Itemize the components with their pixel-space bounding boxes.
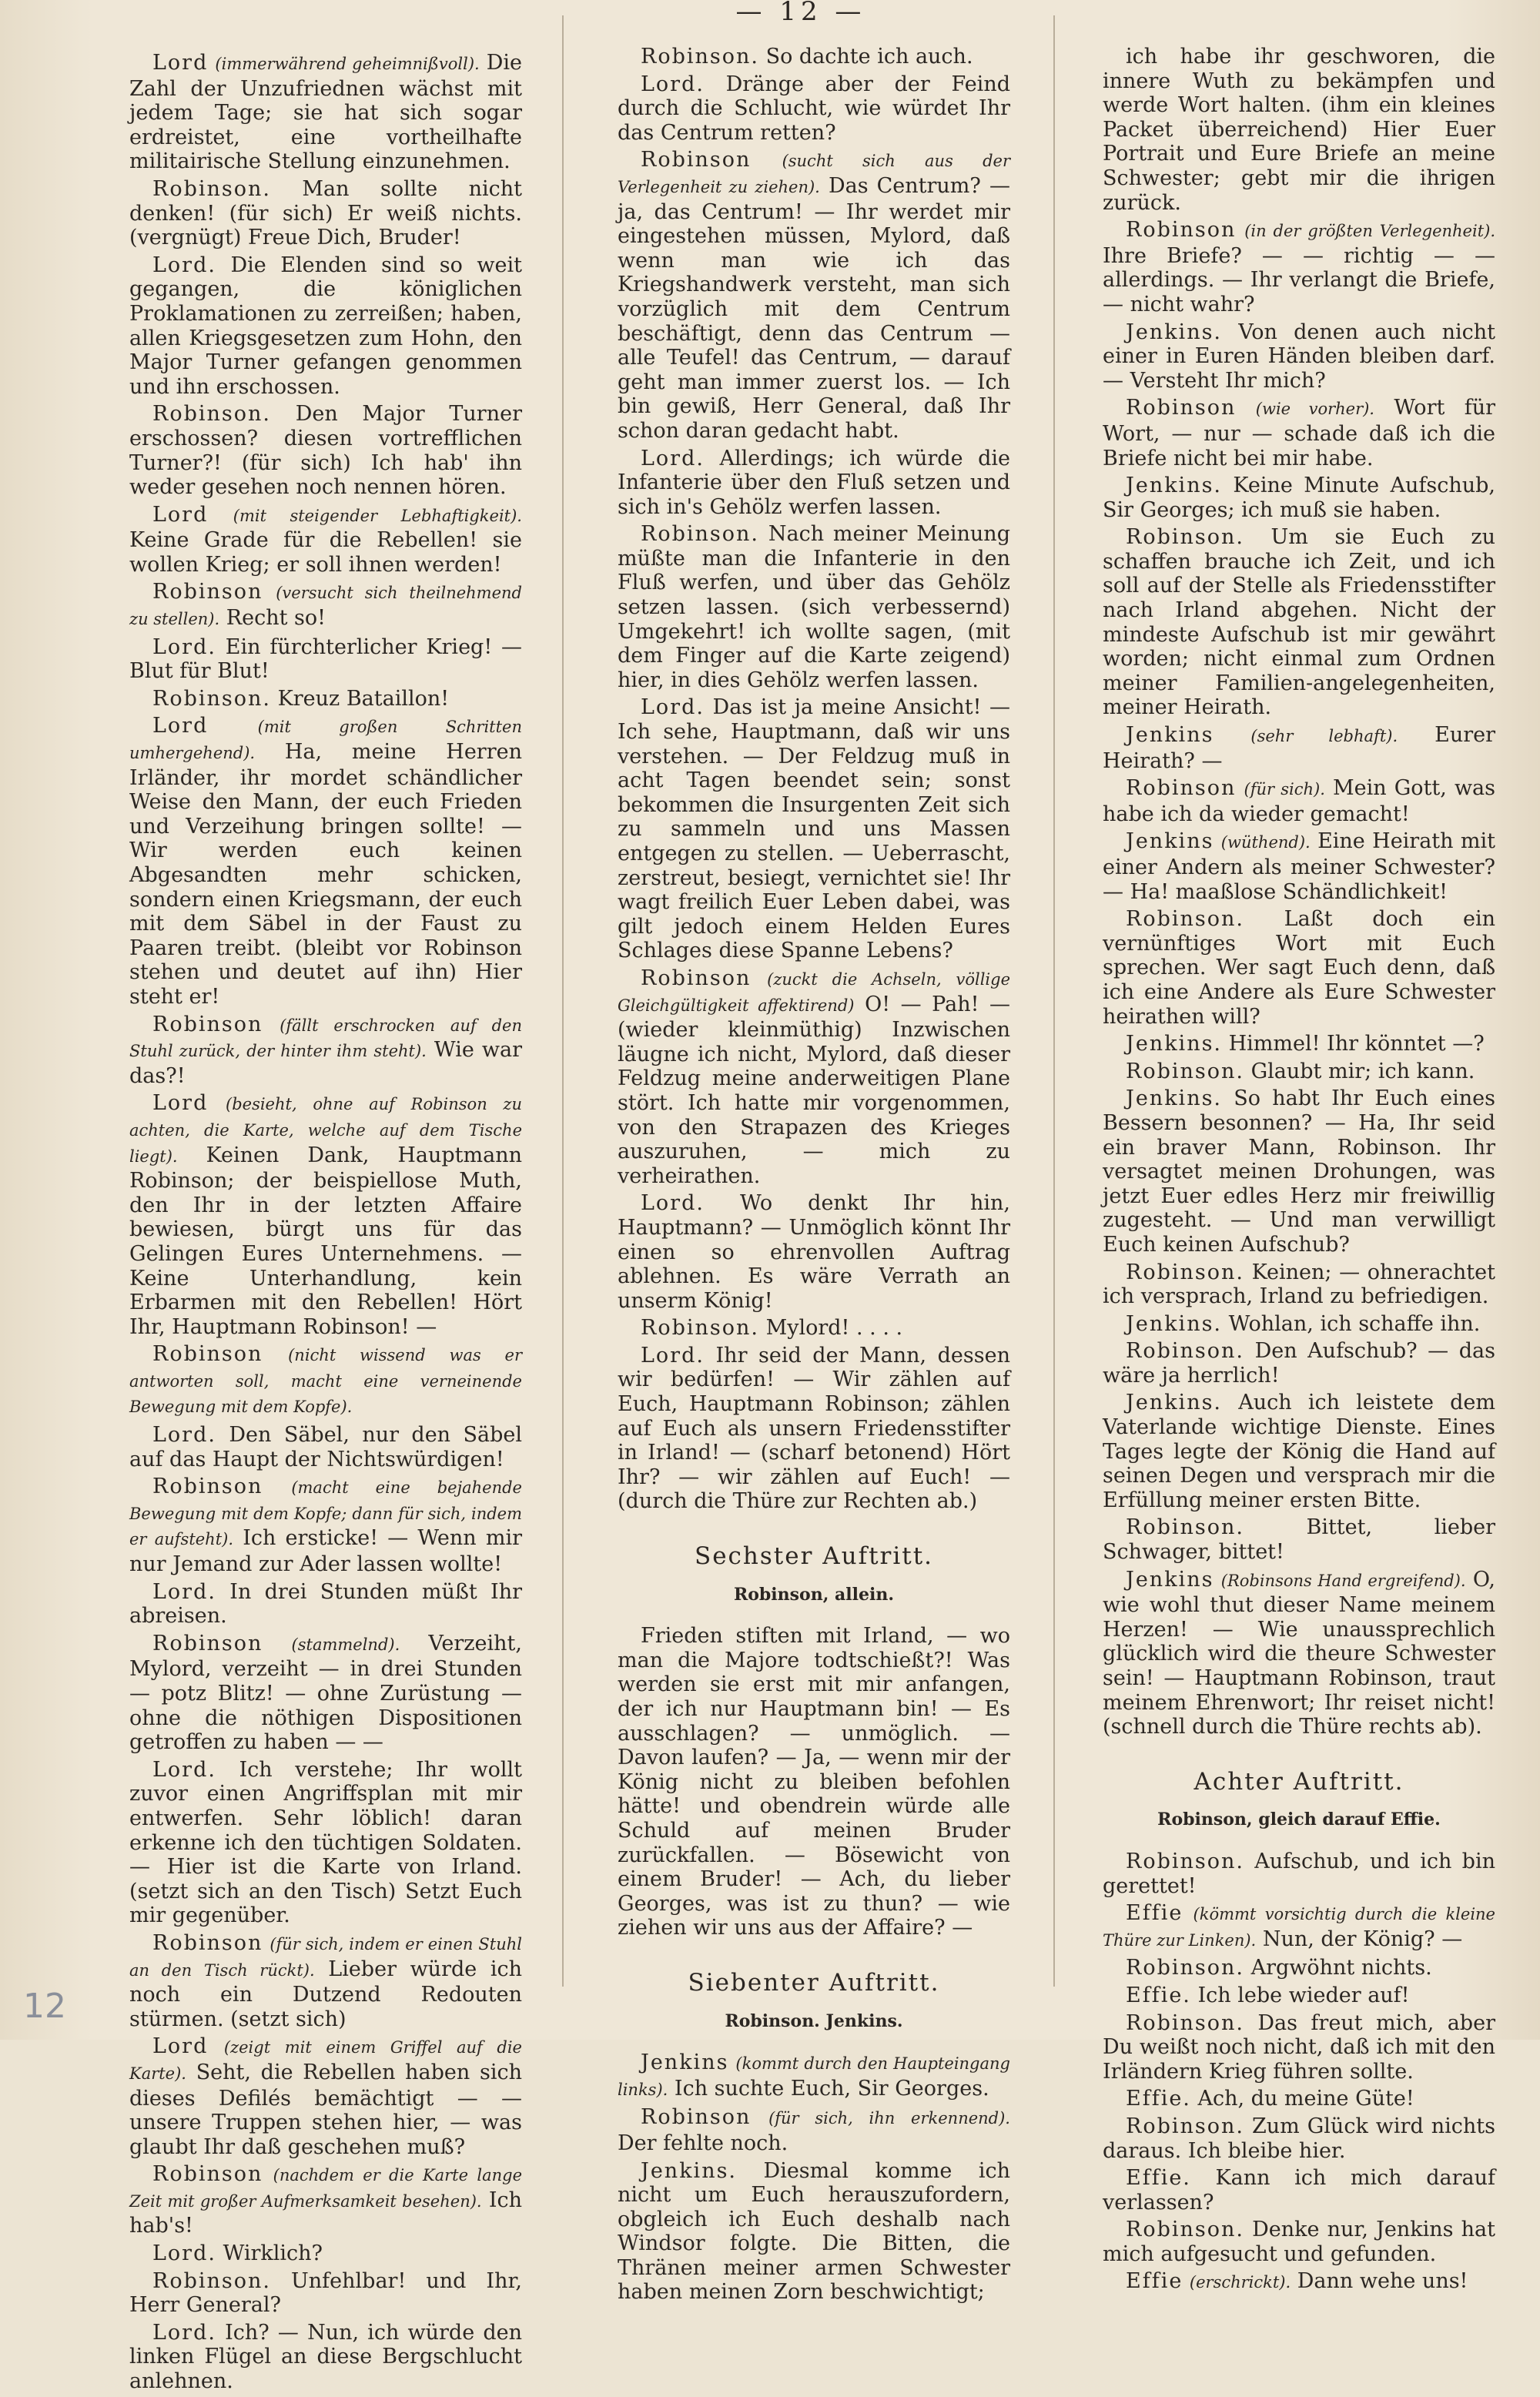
- speaker-name: Robinson.: [641, 522, 759, 547]
- speaker-name: Jenkins.: [1126, 1086, 1223, 1111]
- speaker-name: Lord.: [641, 695, 705, 720]
- speech-paragraph: [129, 2162, 522, 2238]
- speaker-name: Robinson.: [1126, 907, 1244, 932]
- speaker-name: Jenkins: [641, 2051, 729, 2075]
- speech-paragraph: [1103, 907, 1495, 1029]
- speaker-name: Effie.: [1126, 2166, 1191, 2191]
- dialogue-text: Keinen Dank, Hauptmann Robinson; der beispiellose Muth, den Ihr in der letzten Affaire bewiesen, bürgt uns für das Gelingen Eures Unternehmens. — Keine Unterhandlung, kein Erbarmen mit den Rebellen! Hört Ihr, Hauptmann Robinson! —: [129, 1143, 522, 1339]
- dialogue-text: Den Säbel, nur den Säbel auf das Haupt der Nichtswürdigen!: [129, 1423, 522, 1471]
- dialogue-text: Eine Heirath mit einer Andern als meiner Schwester? — Ha! maaßlose Schändlichkeit!: [1103, 829, 1495, 904]
- speaker-name: Effie.: [1126, 2087, 1191, 2111]
- speaker-name: Robinson.: [1126, 1059, 1244, 1083]
- speech-paragraph: [1103, 1956, 1495, 1980]
- speech-paragraph: [618, 2105, 1010, 2155]
- speech-paragraph: [129, 51, 522, 174]
- speech-paragraph: [618, 1316, 1010, 1341]
- page-number: — 12 —: [735, 0, 866, 27]
- speaker-name: Jenkins.: [641, 2158, 738, 2183]
- dialogue-text: Ich lebe wieder auf!: [1197, 1983, 1410, 2007]
- dialogue-text: In drei Stunden müßt Ihr abreisen.: [129, 1579, 522, 1629]
- speech-paragraph: [129, 1342, 522, 1420]
- speaker-name: Robinson.: [152, 402, 271, 427]
- speech-paragraph: [1103, 2114, 1495, 2163]
- speaker-name: Jenkins.: [1126, 474, 1223, 498]
- speaker-name: Jenkins.: [1126, 1391, 1223, 1415]
- speech-paragraph: [129, 580, 522, 631]
- dialogue-text: Ich? — Nun, ich würde den linken Flügel an diese Bergschlucht anlehnen.: [129, 2320, 522, 2394]
- speaker-name: Robinson.: [1126, 1956, 1244, 1980]
- speech-paragraph: [129, 2034, 522, 2159]
- speaker-name: Lord: [152, 1091, 209, 1116]
- dialogue-text: Keinen; — ohnerachtet ich versprach, Irland zu befriedigen.: [1103, 1260, 1495, 1309]
- scene-title: Achter Auftritt.: [1194, 1767, 1404, 1796]
- speech-paragraph: [1103, 1568, 1495, 1739]
- speaker-name: Robinson.: [641, 1316, 759, 1341]
- scene-title: Sechster Auftritt.: [694, 1542, 934, 1571]
- dialogue-text: Ein fürchterlicher Krieg! — Blut für Blut!: [129, 634, 522, 684]
- dialogue-text: Wirklich?: [223, 2241, 323, 2266]
- dialogue-text: Ihre Briefe? — — richtig — — allerdings. — Ihr verlangt die Briefe, — nicht wahr?: [1103, 243, 1495, 316]
- dialogue-text: Argwöhnt nichts.: [1250, 1956, 1432, 1980]
- speech-paragraph: [618, 1344, 1010, 1514]
- speaker-name: Lord.: [152, 253, 216, 277]
- stage-direction: (fällt erschrocken auf den Stuhl zurück, der hinter ihm steht).: [129, 1016, 522, 1061]
- stage-direction: (stammelnd).: [291, 1635, 400, 1654]
- stage-direction: (versucht sich theilnehmend zu stellen).: [129, 584, 522, 629]
- speech-paragraph: [1103, 474, 1495, 522]
- speech-paragraph: [1103, 1850, 1495, 1898]
- speech-paragraph: [129, 2321, 522, 2394]
- stage-direction: (kömmt vorsichtig durch die kleine Thüre zur Linken).: [1103, 1905, 1495, 1950]
- column-rule: [1053, 15, 1055, 1987]
- speech-paragraph: [129, 503, 522, 577]
- dialogue-text: Wort für Wort, — nur — schade daß ich die Briefe nicht bei mir habe.: [1103, 396, 1495, 470]
- dialogue-text: Um sie Euch zu schaffen brauche ich Zeit, und ich soll auf der Stelle als Friedensstifter nach Irland abgehen. Nicht der mindeste Aufschub ist mir gewährt worden; nicht einmal zum Ordnen meiner Familien-angelegenheiten, meiner Heirath.: [1103, 525, 1495, 720]
- scene-heading: [618, 1968, 1010, 2034]
- speech-paragraph: [129, 714, 522, 1009]
- speech-paragraph: [129, 1423, 522, 1471]
- speaker-name: Lord.: [152, 1579, 216, 1604]
- speech-paragraph: [1103, 1901, 1495, 1953]
- speaker-name: Robinson: [152, 1012, 263, 1036]
- speaker-name: Effie: [1126, 2269, 1183, 2294]
- speaker-name: Robinson: [152, 2162, 263, 2187]
- speech-paragraph: [1103, 1260, 1495, 1309]
- speech-paragraph: [1103, 2269, 1495, 2295]
- dialogue-text: Unfehlbar! und Ihr, Herr General?: [129, 2268, 522, 2318]
- speaker-name: Lord.: [641, 1191, 705, 1216]
- dialogue-text: Ich hab's!: [129, 2188, 522, 2238]
- speech-paragraph: [129, 2241, 522, 2266]
- speaker-name: Lord.: [641, 1343, 705, 1368]
- dialogue-text: Eurer Heirath? —: [1103, 723, 1495, 773]
- speaker-name: Lord: [152, 51, 209, 75]
- dialogue-text: Ich suchte Euch, Sir Georges.: [674, 2076, 989, 2101]
- dialogue-text: Keine Minute Aufschub, Sir Georges; ich muß sie haben.: [1103, 474, 1495, 522]
- speaker-name: Robinson.: [152, 686, 271, 711]
- speech-paragraph: [129, 1632, 522, 1755]
- dialogue-text: Auch ich leistete dem Vaterlande wichtige Dienste. Eines Tages legte der König die Hand auf seinen Degen und versprach mir die Erfüllung meiner ersten Bitte.: [1103, 1391, 1495, 1512]
- dialogue-text: Allerdings; ich würde die Infanterie über den Fluß setzen und sich in's Gehölz werfen lassen.: [618, 446, 1010, 519]
- dialogue-text: Nach meiner Meinung müßte man die Infanterie in den Fluß werfen, und über das Gehölz setzen lassen. (sich verbessernd) Umgekehrt! ich wollte sagen, (mit dem Finger auf die Karte zeigend) hier, in dies Gehölz werfen lassen.: [618, 522, 1010, 692]
- speaker-name: Lord.: [152, 2241, 216, 2266]
- speaker-name: Lord.: [641, 72, 705, 96]
- speaker-name: Lord.: [152, 1757, 216, 1782]
- speech-paragraph: [618, 2051, 1010, 2102]
- speech-paragraph: [129, 177, 522, 250]
- dialogue-text: Ich ersticke! — Wenn mir nur Jemand zur Ader lassen wollte!: [129, 1526, 522, 1577]
- speaker-name: Robinson.: [1126, 2114, 1244, 2138]
- dialogue-text: Seht, die Rebellen haben sich dieses Defilés bemächtigt — — unsere Truppen stehen hier, — was glaubt Ihr daß geschehen muß?: [129, 2060, 522, 2159]
- stage-direction: (zeigt mit einem Griffel auf die Karte).: [129, 2038, 522, 2083]
- dialogue-text: So dachte ich auch.: [765, 45, 973, 69]
- speaker-name: Lord: [152, 714, 209, 738]
- speaker-name: Robinson: [641, 2105, 752, 2130]
- dialogue-text: Diesmal komme ich nicht um Euch herauszufordern, obgleich ich Euch deshalb nach Windsor folgte. Die Bitten, die Thränen meiner armen Schwester haben meinen Zorn beschwichtigt;: [618, 2158, 1010, 2305]
- dialogue-text: Den Aufschub? — das wäre ja herrlich!: [1103, 1339, 1495, 1388]
- speaker-name: Robinson: [641, 966, 752, 990]
- stage-direction: (wüthend).: [1220, 833, 1311, 852]
- speaker-name: Robinson: [1126, 396, 1237, 420]
- stage-direction: (in der größten Verlegenheit).: [1244, 222, 1495, 241]
- speech-paragraph: [129, 1931, 522, 2031]
- dialogue-text: Nun, der König? —: [1262, 1927, 1463, 1951]
- speaker-name: Effie.: [1126, 1983, 1191, 2007]
- scene-cast: Robinson, gleich darauf Effie.: [1157, 1809, 1441, 1830]
- stage-direction: (sehr lebhaft).: [1250, 727, 1398, 746]
- speaker-name: Jenkins: [1126, 1567, 1214, 1592]
- speaker-name: Robinson: [152, 1631, 263, 1655]
- dialogue-text: Ach, du meine Güte!: [1197, 2087, 1414, 2111]
- dialogue-text: Glaubt mir; ich kann.: [1250, 1059, 1475, 1083]
- dialogue-text: Mein Gott, was habe ich da wieder gemacht!: [1103, 776, 1496, 826]
- speaker-name: Robinson.: [641, 45, 759, 69]
- speech-paragraph: [1103, 1032, 1495, 1056]
- speech-paragraph: [1103, 829, 1495, 904]
- dialogue-text: Denke nur, Jenkins hat mich aufgesucht und gefunden.: [1103, 2218, 1495, 2266]
- dialogue-text: O! — Pah! — (wieder kleinmüthig) Inzwischen läugne ich nicht, Mylord, daß dieser Feldzug meine anderweitigen Plane stört. Ich hatte mir vorgenommen, von den Strapazen des Krieges auszuruhen, — mich zu verheirathen.: [618, 992, 1010, 1188]
- speaker-name: Robinson: [152, 1342, 263, 1367]
- speech-paragraph: [129, 687, 522, 711]
- scene-cast: Robinson, allein.: [733, 1584, 895, 1605]
- dialogue-text: Das Centrum? — ja, das Centrum! — Ihr werdet mir eingestehen müssen, Mylord, daß wenn man wie ich das Kriegshandwerk versteht, man sich vorzüglich mit dem Centrum beschäftigt, denn das Centrum — alle Teufel! das Centrum, — darauf geht man immer zuerst los. — Ich bin gewiß, Herr General, daß Ihr schon daran gedacht habt.: [618, 173, 1010, 443]
- stage-direction: (wie vorher).: [1255, 400, 1374, 419]
- speech-paragraph: [618, 148, 1010, 443]
- speech-paragraph: [129, 1475, 522, 1576]
- dialogue-text: Dränge aber der Feind durch die Schlucht, wie würdet Ihr das Centrum retten?: [618, 72, 1010, 145]
- dialogue-text: Lieber würde ich noch ein Dutzend Redouten stürmen. (setzt sich): [129, 1957, 522, 2031]
- dialogue-text: Ihr seid der Mann, dessen wir bedürfen! — Wir zählen auf Euch, Hauptmann Robinson; zählen auf Euch als unsern Friedensstifter in Irland! — (scharf betonend) Hört Ihr? — wir zählen auf Euch! — (durch die Thüre zur Rechten ab.): [618, 1343, 1010, 1514]
- speech-paragraph: [129, 1013, 522, 1089]
- speaker-name: Jenkins.: [1126, 320, 1223, 344]
- dialogue-text: Kreuz Bataillon!: [277, 686, 450, 711]
- text-column-2: [618, 45, 1010, 2308]
- speaker-name: Jenkins.: [1126, 1311, 1223, 1336]
- speaker-name: Robinson.: [1126, 525, 1244, 550]
- dialogue-text: Das freut mich, aber Du weißt noch nicht, daß ich mit den Irländern Krieg führen sollte.: [1103, 2010, 1495, 2084]
- speaker-name: Robinson: [1126, 776, 1237, 801]
- dialogue-text: Ich verstehe; Ihr wollt zuvor einen Angriffsplan mit mir entwerfen. Sehr löblich! daran erkenne ich den tüchtigen Soldaten. — Hier ist die Karte von Irland. (setzt sich an den Tisch) Setzt Euch mir gegenüber.: [129, 1757, 522, 1928]
- speech-paragraph: [129, 253, 522, 400]
- speech-paragraph: [1103, 2011, 1495, 2084]
- speech-paragraph: [129, 1580, 522, 1629]
- speaker-name: Robinson: [152, 1475, 263, 1499]
- speaker-name: Robinson.: [1126, 1849, 1244, 1873]
- speech-paragraph: [1103, 1339, 1495, 1388]
- stage-direction: (besieht, ohne auf Robinson zu achten, die Karte, welche auf dem Tische liegt).: [129, 1095, 522, 1166]
- dialogue-text: Verzeiht, Mylord, verzeiht — in drei Stunden — potz Blitz! — ohne Zurüstung — ohne die nöthigen Dispositionen getroffen zu haben — —: [129, 1631, 522, 1755]
- handwritten-page-number: 12: [23, 1987, 66, 2026]
- column-rule: [562, 15, 564, 1987]
- text-column-1: [129, 51, 522, 2397]
- speaker-name: Robinson.: [152, 176, 271, 201]
- speaker-name: Lord: [152, 502, 209, 527]
- speaker-name: Robinson.: [1126, 1515, 1244, 1540]
- speech-paragraph: [1103, 1060, 1495, 1084]
- speech-paragraph: [618, 72, 1010, 146]
- dialogue-text: O, wie wohl thut dieser Name meinem Herzen! — Wie unaussprechlich glücklich wird die theure Schwester sein! — Hauptmann Robinson, traut meinem Ehrenwort; Ihr reiset nicht! (schnell durch die Thüre rechts ab).: [1103, 1567, 1495, 1739]
- speaker-name: Jenkins.: [1126, 1032, 1223, 1056]
- stage-direction: (mit steigender Lebhaftigkeit).: [233, 506, 522, 525]
- dialogue-text: Wo denkt Ihr hin, Hauptmann? — Unmöglich könnt Ihr einen so ehrenvollen Auftrag ablehnen. Es wäre Verrath an unserm König!: [618, 1191, 1010, 1313]
- dialogue-text: Wohlan, ich schaffe ihn.: [1228, 1311, 1481, 1336]
- dialogue-text: So habt Ihr Euch eines Bessern besonnen? — Ha, Ihr seid ein braver Mann, Robinson. Ihr versagtet meinen Drohungen, was jetzt Euer edles Herz mir freiwillig zugesteht. — Und man verwilligt Euch keinen Aufschub?: [1103, 1086, 1495, 1257]
- speaker-name: Lord: [152, 2034, 209, 2059]
- stage-direction: (für sich).: [1244, 780, 1325, 799]
- speaker-name: Robinson.: [1126, 1339, 1244, 1364]
- speech-paragraph: [1103, 1312, 1495, 1337]
- dialogue-text: Die Zahl der Unzufriednen wächst mit jedem Tage; sie hat sich sogar erdreistet, eine vortheilhafte militairische Stellung einzunehmen.: [129, 51, 522, 174]
- dialogue-text: Das ist ja meine Ansicht! — Ich sehe, Hauptmann, daß wir uns verstehen. — Der Feldzug muß in acht Tagen beendet sein; sonst bekommen die Insurgenten Zeit sich zu sammeln und uns Massen entgegen zu stellen. — Ueberrascht, zerstreut, besiegt, vernichtet sie! Ihr wagt freilich Euer Leben dabei, was gilt jedoch einem Helden Eures Schlages diese Spanne Lebens?: [618, 695, 1010, 963]
- dialogue-text: Aufschub, und ich bin gerettet!: [1103, 1849, 1495, 1898]
- speech-paragraph: [618, 1624, 1010, 1940]
- speaker-name: Lord.: [152, 634, 216, 659]
- dialogue-text: Bittet, lieber Schwager, bittet!: [1103, 1515, 1495, 1565]
- dialogue-text: Den Major Turner erschossen? diesen vortrefflichen Turner?! (für sich) Ich hab' ihn weder gesehen noch nennen hören.: [129, 402, 522, 500]
- speaker-name: Lord.: [152, 2320, 216, 2345]
- speaker-name: Robinson: [641, 148, 752, 172]
- speaker-name: Jenkins: [1126, 723, 1214, 748]
- speech-paragraph: [129, 402, 522, 499]
- speech-paragraph: [1103, 776, 1495, 826]
- speaker-name: Robinson.: [152, 2268, 271, 2293]
- stage-direction: (für sich, indem er einen Stuhl an den Tisch rückt).: [129, 1934, 522, 1980]
- dialogue-text: Mylord! . . . .: [765, 1316, 903, 1341]
- speech-paragraph: [618, 522, 1010, 692]
- dialogue-text: Frieden stiften mit Irland, — wo man die Majore todtschießt?! Was werden sie erst mit mir anfangen, der ich nur Hauptmann bin! — Es ausschlagen? — unmöglich. — Davon laufen? — Ja, — wenn mir der König nicht zu bleiben befohlen hätte! und obendrein würde alle Schuld auf meinen Bruder zurückfallen. — Bösewicht von einem Bruder! — Ach, du lieber Georges, was ist zu thun? — wie ziehen wir uns aus der Affaire? —: [618, 1624, 1010, 1940]
- dialogue-text: Himmel! Ihr könntet —?: [1228, 1032, 1485, 1056]
- scene-heading: [1103, 1767, 1495, 1833]
- speech-paragraph: [618, 2159, 1010, 2305]
- stage-direction: (nachdem er die Karte lange Zeit mit großer Aufmerksamkeit besehen).: [129, 2166, 522, 2211]
- speaker-name: Robinson.: [1126, 1260, 1244, 1284]
- speaker-name: Robinson: [1126, 218, 1237, 243]
- dialogue-text: Wie war das?!: [129, 1038, 522, 1088]
- dialogue-text: ich habe ihr geschworen, die innere Wuth zu bekämpfen und werde Wort halten. (ihm ein kleines Packet überreichend) Hier Euer Portrait und Eure Briefe an meine Schwester; gebt mir die ihrigen zurück.: [1103, 45, 1495, 215]
- stage-direction: (sucht sich aus der Verlegenheit zu ziehen).: [618, 152, 1010, 196]
- stage-direction: (immerwährend geheimnißvoll).: [215, 55, 480, 73]
- scene-heading: [618, 1542, 1010, 1607]
- speaker-name: Lord.: [152, 1423, 216, 1448]
- speech-paragraph: [1103, 320, 1495, 393]
- stage-direction: (zuckt die Achseln, völlige Gleichgültigkeit affektirend): [618, 969, 1010, 1015]
- dialogue-text: Kann ich mich darauf verlassen?: [1103, 2166, 1495, 2215]
- stage-direction: (für sich, ihn erkennend).: [768, 2109, 1010, 2128]
- speech-paragraph: [1103, 2166, 1495, 2215]
- speech-paragraph: [1103, 1086, 1495, 1257]
- text-column-3: [1103, 45, 1495, 2298]
- dialogue-text: Man sollte nicht denken! (für sich) Er weiß nichts. (vergnügt) Freue Dich, Bruder!: [129, 176, 522, 250]
- speaker-name: Jenkins: [1126, 829, 1214, 854]
- speech-paragraph: [129, 2269, 522, 2318]
- stage-direction: (kommt durch den Haupteingang links).: [618, 2054, 1010, 2099]
- speech-paragraph: [1103, 396, 1495, 470]
- dialogue-text: Keine Grade für die Rebellen! sie wollen Krieg; er soll ihnen werden!: [129, 528, 522, 577]
- speaker-name: Robinson: [152, 1930, 263, 1955]
- speech-paragraph: [1103, 2218, 1495, 2266]
- speech-paragraph: [1103, 45, 1495, 215]
- stage-direction: (mit großen Schritten umhergehend).: [129, 718, 522, 763]
- speech-paragraph: [618, 695, 1010, 963]
- stage-direction: (nicht wissend was er antworten soll, macht eine verneinende Bewegung mit dem Kopfe).: [129, 1346, 522, 1417]
- scene-title: Siebenter Auftritt.: [688, 1968, 940, 1997]
- speaker-name: Robinson.: [1126, 2218, 1244, 2242]
- stage-direction: (Robinsons Hand ergreifend).: [1220, 1571, 1466, 1590]
- dialogue-text: Ha, meine Herren Irländer, ihr mordet schändlicher Weise den Mann, der euch Frieden und Verzeihung bringen sollte! — Wir werden euch keinen Abgesandten mehr schicken, sondern einen Kriegsmann, der euch mit dem Säbel in der Faust zu Paaren treibt. (bleibt vor Robinson stehen und deutet auf ihn) Hier steht er!: [129, 740, 522, 1009]
- speaker-name: Effie: [1126, 1901, 1183, 1926]
- speech-paragraph: [618, 447, 1010, 520]
- dialogue-text: Die Elenden sind so weit gegangen, die königlichen Proklamationen zu zerreißen; haben, allen Kriegsgesetzen zum Hohn, den Major Turner gefangen genommen und ihn erschossen.: [129, 253, 522, 399]
- speech-paragraph: [1103, 1391, 1495, 1512]
- dialogue-text: Laßt doch ein vernünftiges Wort mit Euch sprechen. Wer sagt Euch denn, daß ich eine Andere als Eure Schwester heirathen will?: [1103, 907, 1495, 1029]
- speech-paragraph: [618, 966, 1010, 1188]
- dialogue-text: Zum Glück wird nichts daraus. Ich bleibe hier.: [1103, 2114, 1495, 2163]
- speech-paragraph: [1103, 723, 1495, 773]
- speaker-name: Robinson: [152, 580, 263, 604]
- speech-paragraph: [129, 635, 522, 684]
- speech-paragraph: [129, 1758, 522, 1928]
- dialogue-text: Von denen auch nicht einer in Euren Händen bleiben darf. — Versteht Ihr mich?: [1103, 320, 1495, 393]
- dialogue-text: Der fehlte noch.: [618, 2131, 788, 2155]
- speech-paragraph: [618, 1191, 1010, 1313]
- stage-direction: (erschrickt).: [1189, 2273, 1291, 2292]
- speech-paragraph: [129, 1091, 522, 1339]
- dialogue-text: Recht so!: [226, 606, 326, 631]
- dialogue-text: Dann wehe uns!: [1297, 2269, 1468, 2294]
- speech-paragraph: [1103, 2087, 1495, 2111]
- scene-cast: Robinson. Jenkins.: [725, 2010, 903, 2031]
- speaker-name: Robinson.: [1126, 2010, 1244, 2035]
- speech-paragraph: [618, 45, 1010, 69]
- speech-paragraph: [1103, 1515, 1495, 1564]
- stage-direction: (macht eine bejahende Bewegung mit dem Kopfe; dann für sich, indem er aufsteht).: [129, 1478, 522, 1549]
- speech-paragraph: [1103, 525, 1495, 720]
- speech-paragraph: [1103, 1984, 1495, 2008]
- speaker-name: Lord.: [641, 446, 705, 470]
- speech-paragraph: [1103, 218, 1495, 316]
